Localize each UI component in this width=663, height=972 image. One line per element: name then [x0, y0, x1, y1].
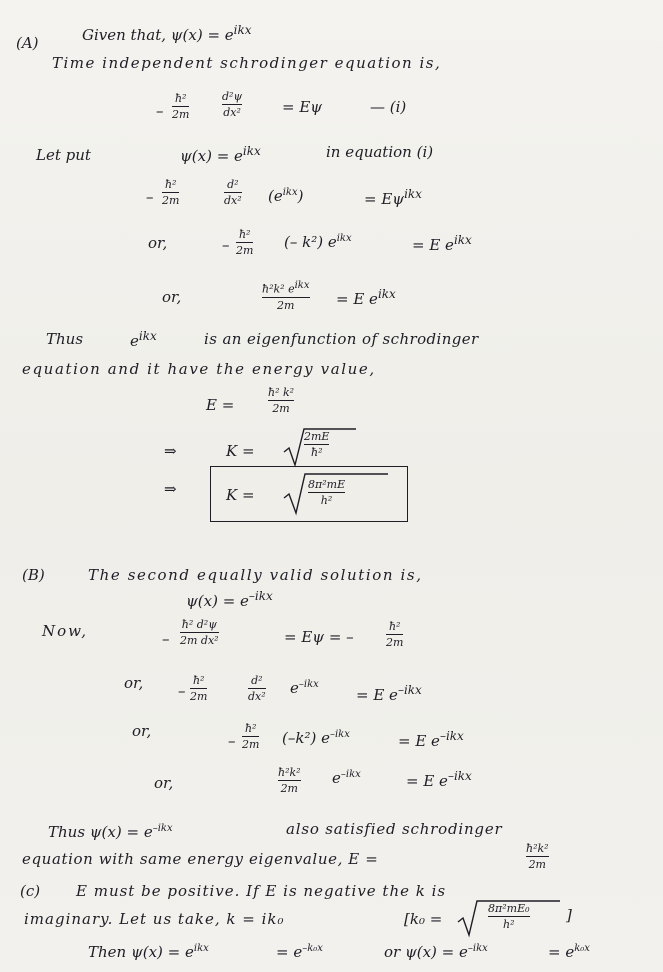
part-c-or-2: = $e^{k_0x}$ — [548, 943, 590, 961]
fraction-hbar2k2-2m: ħ²k² $e^{ikx}$ 2m — [262, 280, 310, 312]
s1-body: $e^{-ikx}$ — [290, 679, 319, 697]
given-statement: Given that, $\psi(x) = e^{ikx}$ — [82, 23, 252, 44]
part-b-label: (B) — [22, 566, 45, 584]
or-1: or, — [148, 234, 168, 252]
tise-intro: Time independent schrodinger equation is, — [52, 54, 442, 72]
step2-rhs: = E $e^{ikx}$ — [412, 233, 472, 254]
part-b-psi: $\psi(x) = e^{-ikx}$ — [186, 589, 273, 610]
fraction-hbar2k2-2m: ħ²k² 2m — [526, 842, 549, 872]
fraction-hbar2k2-2m: ħ²k² 2m — [278, 766, 301, 796]
let-tail: in equation (i) — [326, 143, 434, 161]
step3-rhs: = E $e^{ikx}$ — [336, 287, 396, 308]
eq1-rhs: = Eψ — [282, 98, 323, 116]
fraction-d2psi-dx2: d²ψ dx² — [222, 90, 243, 120]
step1-body: $(e^{ikx})$ — [268, 187, 304, 205]
step2-body: (– k²) $e^{ikx}$ — [284, 233, 352, 251]
or-2: or, — [162, 288, 182, 306]
eq1-tag: — (i) — [370, 98, 407, 116]
fraction-d2-dx2: d² dx² — [224, 178, 242, 208]
fraction-hbar2-2m: ħ² 2m — [190, 674, 208, 704]
k1-lhs: K = — [226, 442, 255, 460]
part-c-then-2: = $e^{-k_0x}$ — [276, 943, 323, 961]
part-c-label: (c) — [20, 882, 41, 900]
minus-sign: – — [178, 682, 186, 700]
fraction-2mE-hbar2: 2mE ħ² — [304, 430, 330, 460]
let-psi: $\psi(x) = e^{ikx}$ — [180, 144, 261, 165]
k0-close: ] — [566, 906, 572, 924]
s2-rhs: = E $e^{-ikx}$ — [398, 729, 464, 750]
thus-b-line2: equation with same energy eigenvalue, E = — [22, 850, 379, 868]
fraction-energy: ħ² k² 2m — [268, 386, 295, 416]
thus-a-e: $e^{ikx}$ — [130, 329, 157, 350]
fraction-hbar2-d2psi: ħ² d²ψ 2m dx² — [180, 618, 219, 648]
minus-sign: – — [146, 188, 154, 206]
fraction-8pi2mE0-h2: 8π²mE₀ h² — [488, 902, 530, 932]
part-b-intro: The second equally valid solution is, — [88, 566, 423, 584]
thus-a-tail: is an eigenfunction of schrodinger — [204, 330, 479, 348]
or-b1: or, — [124, 674, 144, 692]
part-c-or: or $\psi(x) = e^{-ikx}$ — [384, 943, 488, 961]
energy-lhs: E = — [206, 396, 235, 414]
part-c-then: Then $\psi(x) = e^{ikx}$ — [88, 943, 209, 961]
thus-b: Thus $\psi(x) = e^{-ikx}$ — [48, 823, 173, 841]
step1-rhs: = $E\psi^{ikx}$ — [364, 187, 422, 208]
fraction-hbar2-2m: ħ² 2m — [172, 92, 190, 122]
implies-arrow: ⇒ — [164, 480, 177, 498]
fraction-hbar2-2m: ħ² 2m — [162, 178, 180, 208]
implies-arrow: ⇒ — [164, 442, 177, 460]
thus-b-tail: also satisfied schrodinger — [286, 820, 503, 838]
fraction-hbar2-2m: ħ² 2m — [236, 228, 254, 258]
part-c-line2: imaginary. Let us take, k = ik₀ — [24, 910, 285, 928]
s1-rhs: = E $e^{-ikx}$ — [356, 683, 422, 704]
k0-lhs: [k₀ = — [404, 910, 443, 928]
minus-sign: – — [156, 102, 164, 120]
or-b2: or, — [132, 722, 152, 740]
s2-body: (–k²) $e^{-ikx}$ — [282, 729, 350, 747]
thus-a-line2: equation and it have the energy value, — [22, 360, 376, 378]
part-a-label: (A) — [16, 34, 39, 52]
let-put: Let put — [36, 146, 91, 164]
fraction-hbar2-2m: ħ² 2m — [242, 722, 260, 752]
minus-sign: – — [228, 732, 236, 750]
fraction-d2-dx2: d² dx² — [248, 674, 266, 704]
minus-sign: – — [222, 236, 230, 254]
part-c-line1: E must be positive. If E is negative the k is — [76, 882, 447, 900]
part-b-eq-mid: = Eψ = – — [284, 628, 354, 646]
k2-lhs: K = — [226, 486, 255, 504]
thus-a: Thus — [46, 330, 84, 348]
minus-sign: – — [162, 630, 170, 648]
s3-rhs: = E $e^{-ikx}$ — [406, 769, 472, 790]
now-label: Now, — [42, 622, 88, 640]
or-b3: or, — [154, 774, 174, 792]
fraction-8pi2mE-h2: 8π²mE h² — [308, 478, 346, 508]
s3-body: $e^{-ikx}$ — [332, 769, 361, 787]
fraction-hbar2-2m: ħ² 2m — [386, 620, 404, 650]
